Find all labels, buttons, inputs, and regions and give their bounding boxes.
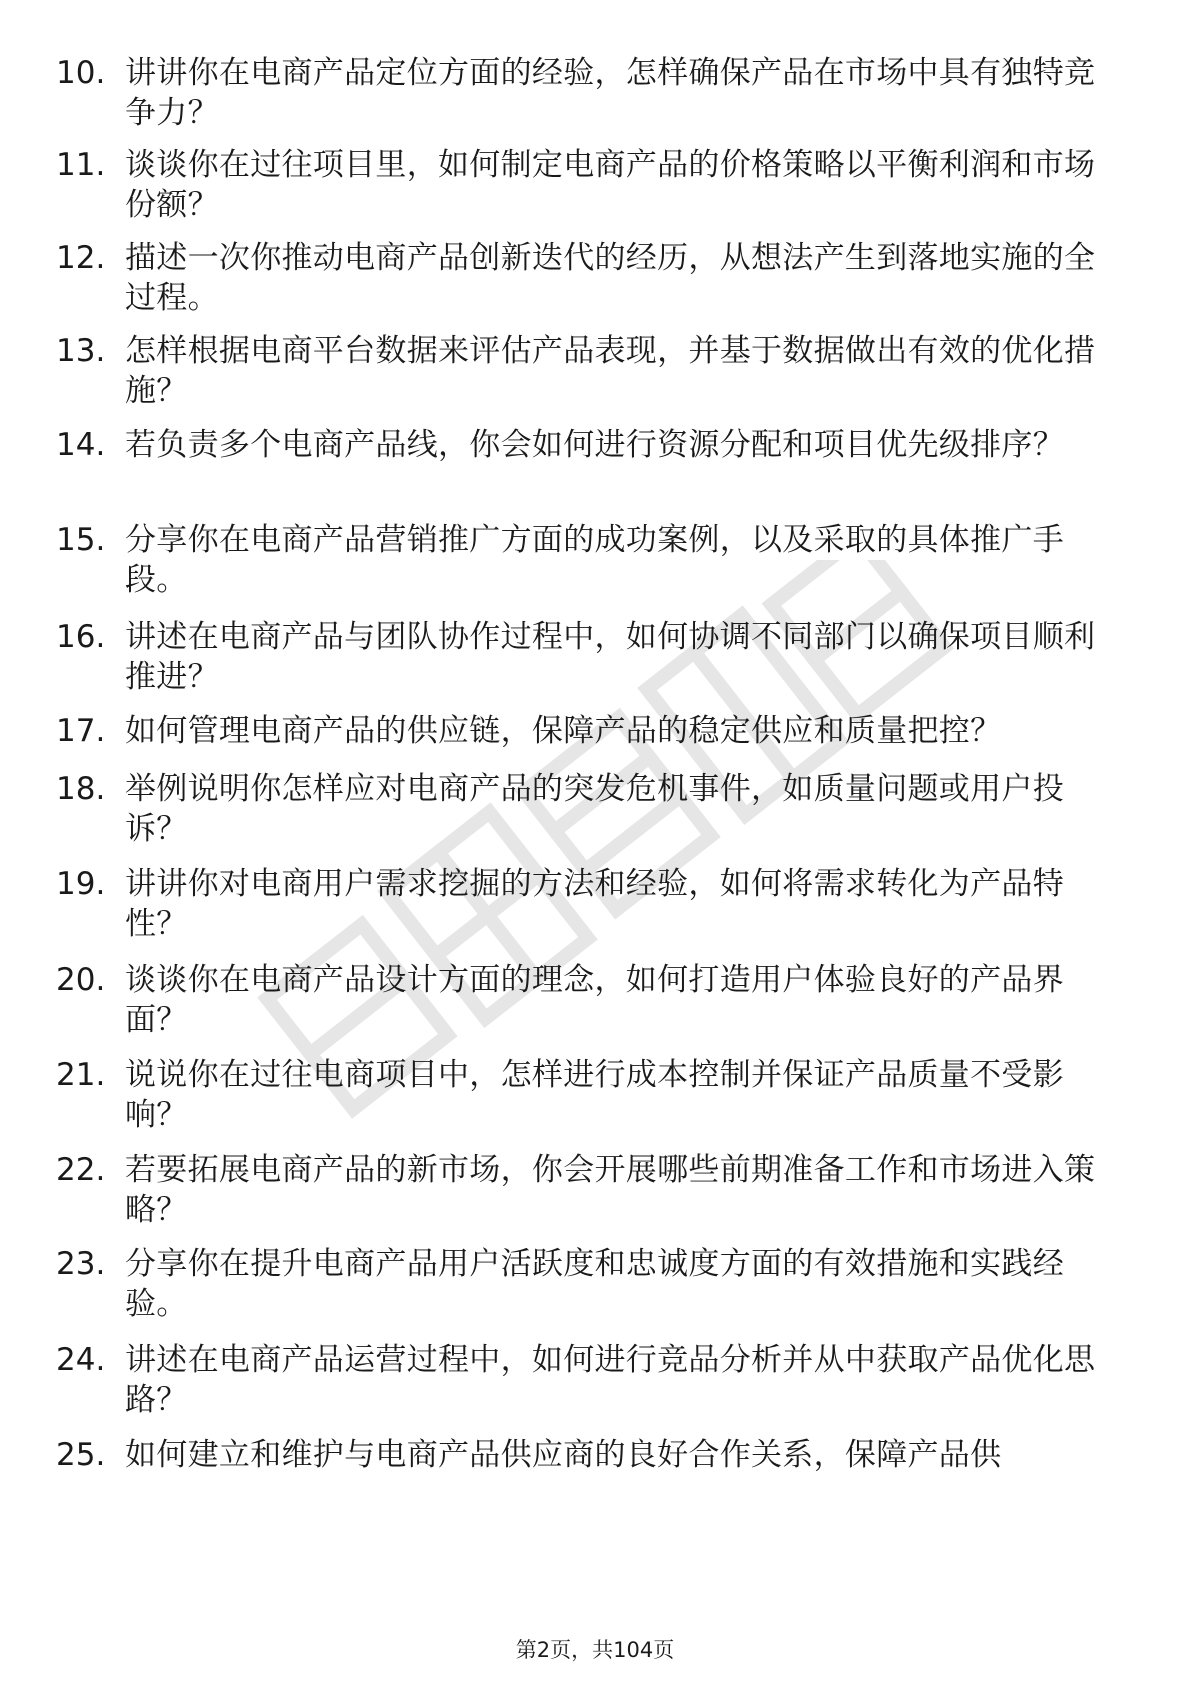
question-text: 举例说明你怎样应对电商产品的突发危机事件，如质量问题或用户投诉？ [125, 771, 1064, 847]
question-text: 若要拓展电商产品的新市场，你会开展哪些前期准备工作和市场进入策略？ [125, 1152, 1096, 1228]
question-text: 怎样根据电商平台数据来评估产品表现，并基于数据做出有效的优化措施？ [125, 333, 1096, 409]
question-number: 11. [56, 147, 106, 183]
question-number: 16. [56, 619, 106, 655]
question-number: 21. [56, 1057, 106, 1093]
question-number: 13. [56, 333, 106, 369]
question-text: 描述一次你推动电商产品创新迭代的经历，从想法产生到落地实施的全过程。 [125, 240, 1096, 316]
question-text: 讲述在电商产品与团队协作过程中，如何协调不同部门以确保项目顺利推进？ [125, 619, 1096, 695]
question-number: 15. [56, 522, 106, 558]
question-text: 若负责多个电商产品线，你会如何进行资源分配和项目优先级排序？ [125, 427, 1064, 463]
question-text: 说说你在过往电商项目中，怎样进行成本控制并保证产品质量不受影响？ [125, 1057, 1064, 1133]
page-number: 第2页，共104页 [515, 1638, 675, 1662]
question-text: 谈谈你在过往项目里，如何制定电商产品的价格策略以平衡利润和市场份额？ [125, 147, 1096, 223]
question-text: 讲讲你对电商用户需求挖掘的方法和经验，如何将需求转化为产品特性？ [125, 866, 1064, 942]
question-number: 23. [56, 1246, 106, 1282]
question-text: 讲讲你在电商产品定位方面的经验，怎样确保产品在市场中具有独特竞争力？ [125, 55, 1096, 131]
question-number: 24. [56, 1342, 106, 1378]
question-number: 14. [56, 427, 106, 463]
question-number: 25. [56, 1437, 106, 1473]
question-number: 10. [56, 55, 106, 91]
question-text: 分享你在提升电商产品用户活跃度和忠诚度方面的有效措施和实践经验。 [125, 1246, 1064, 1322]
question-text: 谈谈你在电商产品设计方面的理念，如何打造用户体验良好的产品界面？ [125, 962, 1064, 1038]
question-number: 22. [56, 1152, 106, 1188]
question-number: 19. [56, 866, 106, 902]
question-text: 如何管理电商产品的供应链，保障产品的稳定供应和质量把控？ [125, 713, 1002, 749]
question-number: 12. [56, 240, 106, 276]
question-number: 17. [56, 713, 106, 749]
question-number: 20. [56, 962, 106, 998]
question-text: 讲述在电商产品运营过程中，如何进行竞品分析并从中获取产品优化思路？ [125, 1342, 1096, 1418]
question-text: 分享你在电商产品营销推广方面的成功案例，以及采取的具体推广手段。 [125, 522, 1064, 598]
question-number: 18. [56, 771, 106, 807]
question-text: 如何建立和维护与电商产品供应商的良好合作关系，保障产品供 [125, 1437, 1002, 1473]
